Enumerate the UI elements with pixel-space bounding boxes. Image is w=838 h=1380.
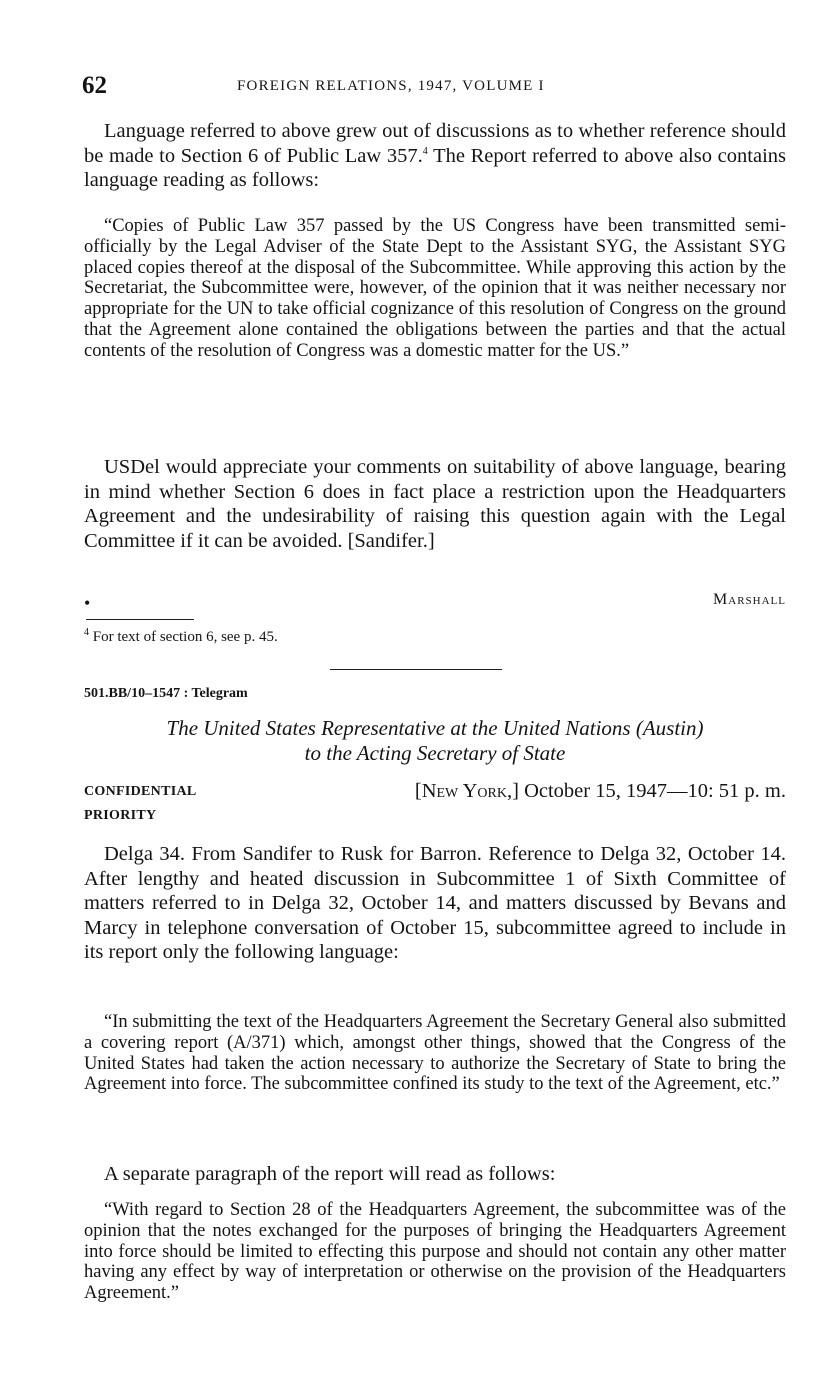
dateline-date: October 15, 1947—10: 51 p. m.	[524, 780, 786, 802]
quote-section-28: “With regard to Section 28 of the Headquarters Agreement, the subcommittee was of the opinion that the notes exchanged for the purposes of bringing the Headquarters Agreement into force should be limited to effecting this purpose and should not contain any other matter having any effect by way of interpretation or otherwise on the provision of the Headquarters Agreement.”	[84, 1200, 786, 1304]
journal-title: FOREIGN RELATIONS, 1947, VOLUME I	[237, 78, 545, 94]
quote-subcommittee-report: “Copies of Public Law 357 passed by the US Congress have been transmitted semi-officially by the Legal Adviser of the State Dept to the Assistant SYG, the Assistant SYG placed copies thereof at the disposal of the Subcommittee. While approving this action by the Secretariat, the Subcommittee were, however, of the opinion that it was neither necessary nor appropriate for the UN to take official cognizance of this resolution of Congress on the ground that the Agreement alone contained the obligations between the parties and that the actual contents of the resolution of Congress was a domestic matter for the US.”	[84, 216, 786, 361]
section-divider	[330, 669, 502, 670]
footnote-text: For text of section 6, see p. 45.	[89, 629, 278, 645]
title-line-1: The United States Representative at the United Nations (Austin)	[166, 716, 704, 740]
paragraph-delga-34: Delga 34. From Sandifer to Rusk for Barron. Reference to Delga 32, October 14. After lengthy and heated discussion in Subcommittee 1 of Sixth Committee of matters referred to in Delga 32, October 14, and matters discussed by Bevans and Marcy in telephone conversation of October 15, subcommittee agreed to include in its report only the following language:	[84, 843, 786, 964]
footnote-ref: 4	[422, 145, 428, 157]
signature: Marshall	[713, 591, 786, 608]
classification: CONFIDENTIAL	[84, 784, 197, 799]
paragraph-separate: A separate paragraph of the report will read as follows:	[104, 1163, 556, 1185]
document-title	[84, 716, 786, 766]
priority-marking: PRIORITY	[84, 808, 157, 823]
title-line-2: to the Acting Secretary of State	[304, 741, 566, 765]
dateline-place: New York,	[421, 780, 513, 802]
dateline: [New York,] October 15, 1947—10: 51 p. m.	[414, 780, 786, 802]
page-number: 62	[82, 72, 107, 99]
footnote-rule	[86, 619, 194, 620]
classification-line	[84, 780, 786, 806]
running-head	[82, 72, 790, 102]
document-file-number: 501.BB/10–1547 : Telegram	[84, 686, 248, 701]
quote-headquarters-agreement: “In submitting the text of the Headquarters Agreement the Secretary General also submitted a covering report (A/371) which, amongst other things, showed that the Congress of the United States had taken the action necessary to authorize the Secretary of State to bring the Agreement into force. The subcommittee confined its study to the text of the Agreement, etc.”	[84, 1012, 786, 1095]
footnote-marker: 4	[84, 627, 89, 638]
stray-mark: •	[84, 593, 91, 613]
paragraph-usdel-comments: USDel would appreciate your comments on suitability of above language, bearing in mind whether Section 6 does in fact place a restriction upon the Headquarters Agreement and the undesirability of raising this question again with the Legal Committee if it can be avoided. [Sandifer.]	[84, 456, 786, 552]
footnote	[84, 627, 278, 647]
paragraph-language-referred: Language referred to above grew out of discussions as to whether reference should be made to Section 6 of Public Law 357.$^4$ The Report referred to above also contains language reading as follows:	[84, 120, 786, 192]
